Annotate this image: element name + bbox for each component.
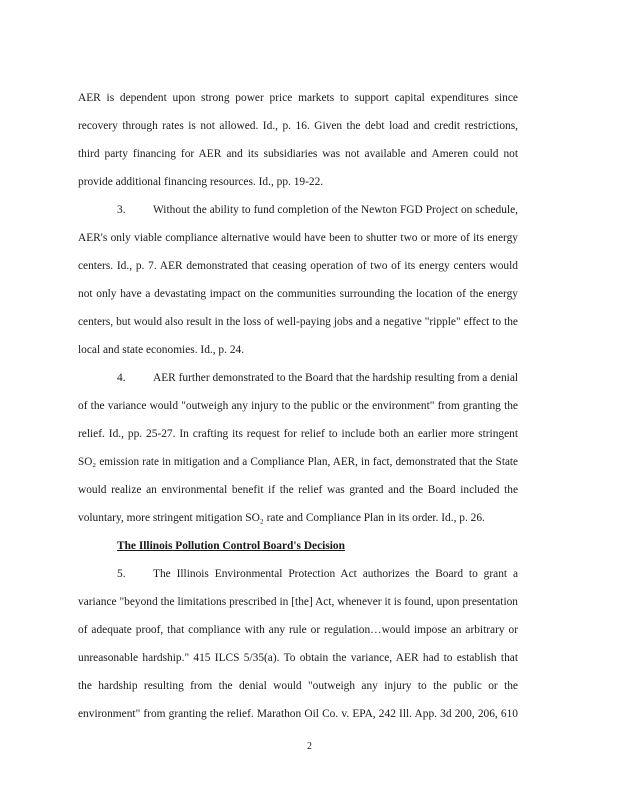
para5-line-1 — [78, 567, 518, 581]
para5-line-3: of adequate proof, that compliance with any rule or regulation…would impose an arbitrary or — [78, 624, 518, 636]
para5-line-1-text: The Illinois Environmental Protection Act authorizes the Board to grant a — [153, 568, 518, 580]
para5-line-4: unreasonable hardship." 415 ILCS 5/35(a). To obtain the variance, AER had to establish that — [78, 652, 518, 664]
para1-line-1: AER is dependent upon strong power price markets to support capital expenditures since — [78, 92, 518, 104]
section-heading: The Illinois Pollution Control Board's Decision — [117, 540, 345, 552]
para4-line-4: SO₂ emission rate in mitigation and a Compliance Plan, AER, in fact, demonstrated that the State — [78, 456, 518, 468]
para4-line-1-text: AER further demonstrated to the Board that the hardship resulting from a denial — [153, 372, 519, 384]
para3-line-1 — [78, 203, 518, 217]
para5-line-6: environment" from granting the relief. Marathon Oil Co. v. EPA, 242 Ill. App. 3d 200, 206, 610 — [78, 708, 518, 720]
para3-line-1-text: Without the ability to fund completion of the Newton FGD Project on schedule, — [153, 204, 518, 216]
para3-line-4: not only have a devastating impact on the communities surrounding the location of the energy — [78, 288, 518, 300]
para4-line-3: relief. Id., pp. 25-27. In crafting its request for relief to include both an earlier more stringent — [78, 428, 518, 440]
para3-line-5: centers, but would also result in the loss of well-paying jobs and a negative "ripple" effect to the — [78, 316, 518, 328]
para1-line-2: recovery through rates is not allowed. Id., p. 16. Given the debt load and credit restrictions, — [78, 120, 518, 132]
para3-line-6: local and state economies. Id., p. 24. — [78, 344, 245, 356]
page-number: 2 — [307, 741, 312, 752]
para5-line-2: variance "beyond the limitations prescribed in [the] Act, whenever it is found, upon presentation — [78, 596, 518, 608]
para4-number: 4. — [117, 372, 126, 384]
para3-line-2: AER's only viable compliance alternative would have been to shutter two or more of its energy — [78, 232, 518, 244]
para5-number: 5. — [117, 568, 126, 580]
para1-line-4: provide additional financing resources. Id., pp. 19-22. — [78, 176, 324, 188]
para4-line-6: voluntary, more stringent mitigation SO₂ rate and Compliance Plan in its order. Id., p. 26. — [78, 512, 485, 524]
para4-line-1 — [78, 371, 518, 385]
para4-line-5: would realize an environmental benefit if the relief was granted and the Board included the — [78, 484, 518, 496]
para4-line-2: of the variance would "outweigh any injury to the public or the environment" from granting the — [78, 400, 518, 412]
para1-line-3: third party financing for AER and its subsidiaries was not available and Ameren could not — [78, 148, 518, 160]
para3-line-3: centers. Id., p. 7. AER demonstrated that ceasing operation of two of its energy centers would — [78, 260, 518, 272]
para3-number: 3. — [117, 204, 126, 216]
para5-line-5: the hardship resulting from the denial would "outweigh any injury to the public or the — [78, 680, 518, 692]
